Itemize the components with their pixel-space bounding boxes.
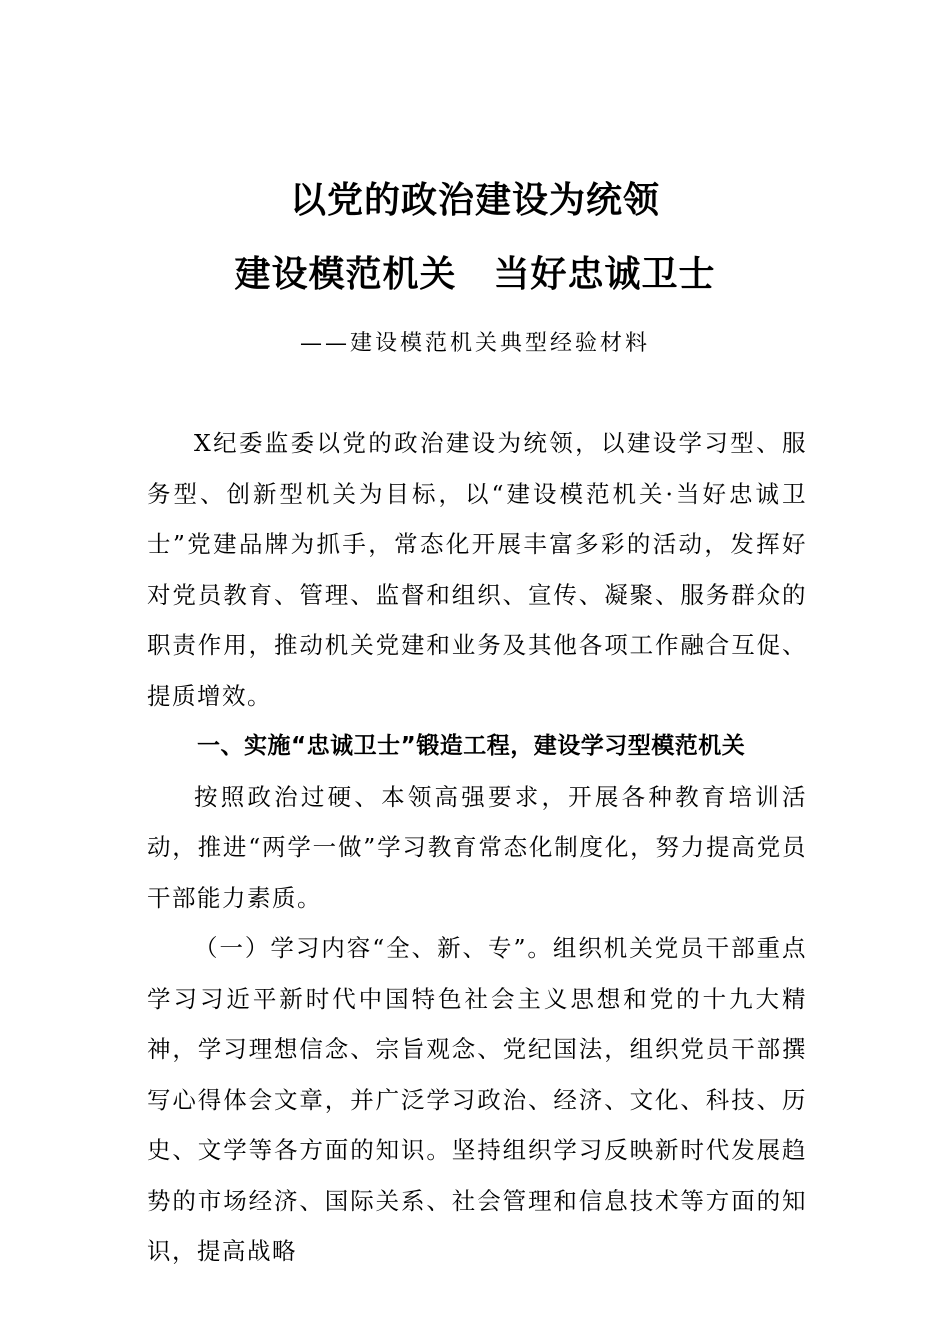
intro-paragraph: X纪委监委以党的政治建设为统领，以建设学习型、服务型、创新型机关为目标，以“建设模范机关·当好忠诚卫士”党建品牌为抓手，常态化开展丰富多彩的活动，发挥好对党员教育、管理、监督和组织、宣传、凝聚、服务群众的职责作用，推动机关党建和业务及其他各项工作融合互促、提质增效。 [147, 429, 807, 710]
document-title-line-1: 以党的政治建设为统领 [289, 180, 660, 221]
section-1-paragraph: 按照政治过硬、本领高强要求，开展各种教育培训活动，推进“两学一做”学习教育常态化制度化，努力提高党员干部能力素质。 [147, 782, 807, 912]
subsection-1-paragraph: （一）学习内容“全、新、专”。组织机关党员干部重点学习习近平新时代中国特色社会主义思想和党的十九大精神，学习理想信念、宗旨观念、党纪国法，组织党员干部撰写心得体会文章，并广泛学习政治、经济、文化、科技、历史、文学等各方面的知识。坚持组织学习反映新时代发展趋势的市场经济、国际关系、社会管理和信息技术等方面的知识，提高战略 [147, 934, 807, 1265]
document-subtitle: ——建设模范机关典型经验材料 [299, 331, 650, 356]
document-body [147, 418, 807, 1277]
section-heading-1: 一、实施“忠诚卫士”锻造工程，建设学习型模范机关 [197, 733, 746, 759]
document-title-line-2: 建设模范机关 当好忠诚卫士 [234, 254, 716, 295]
